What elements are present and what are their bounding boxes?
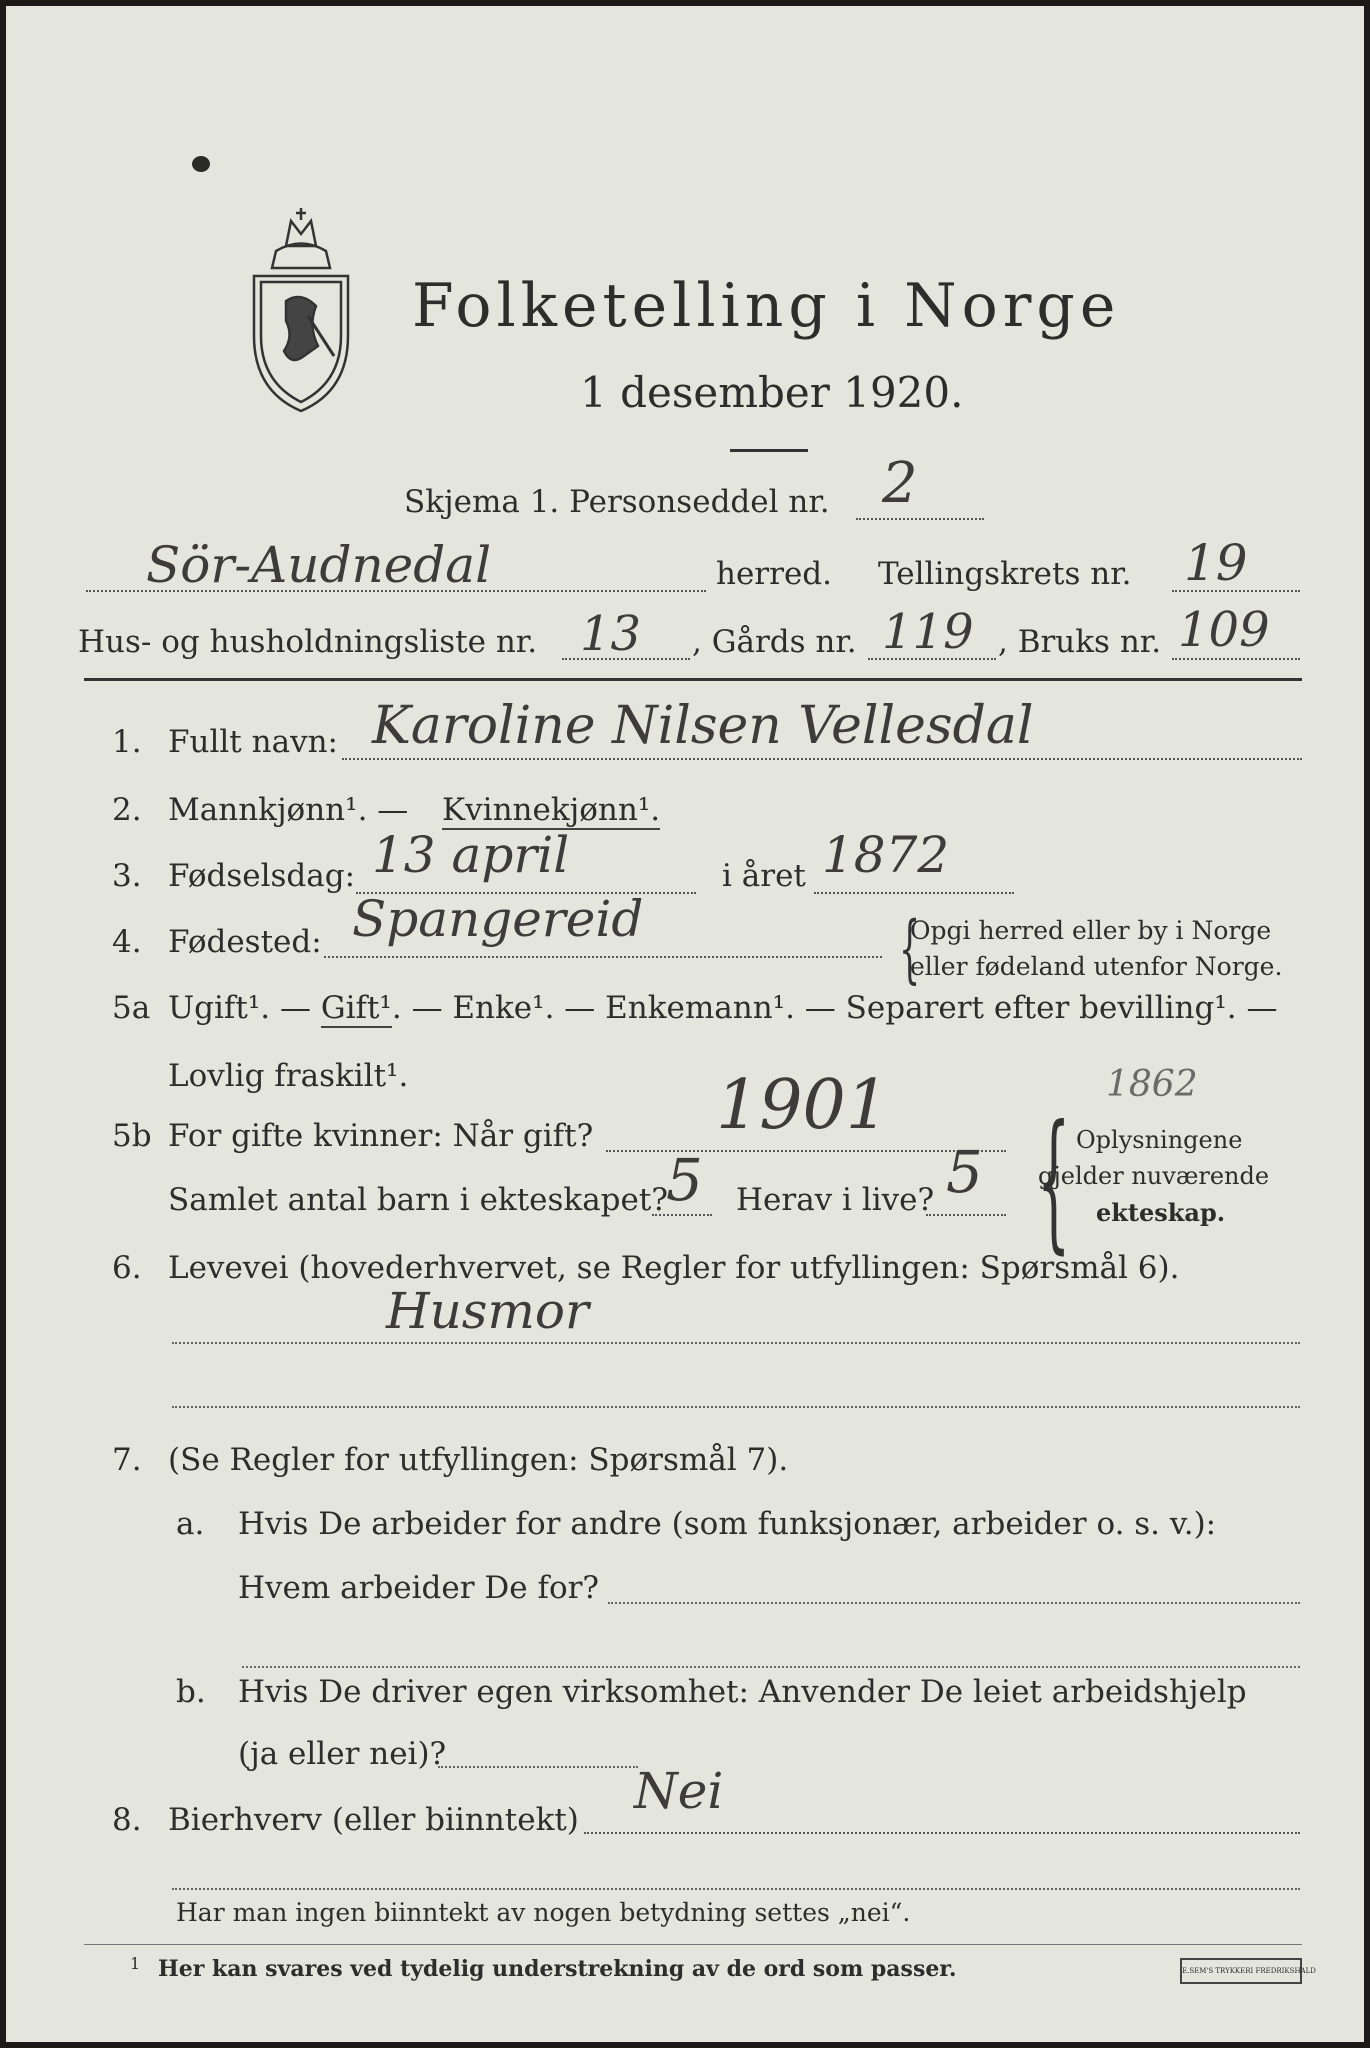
q3-label: Fødselsdag:	[168, 858, 356, 894]
q1-label: Fullt navn:	[168, 724, 338, 760]
gards-label: , Gårds nr.	[692, 624, 857, 660]
footnote-mark: 1	[130, 1954, 141, 1973]
q7a-line2[interactable]	[242, 1666, 1300, 1668]
birthplace-value[interactable]: Spangereid	[352, 890, 644, 948]
q4-line	[324, 956, 882, 958]
tellingskrets-label: Tellingskrets nr.	[878, 556, 1132, 592]
birthday-value[interactable]: 13 april	[372, 826, 570, 884]
title-divider	[730, 449, 808, 452]
occupation-value[interactable]: Husmor	[386, 1282, 589, 1340]
herred-value[interactable]: Sör-Audnedal	[146, 536, 492, 594]
q4-number: 4.	[112, 924, 142, 960]
herred-label: herred.	[716, 556, 832, 592]
mannkjonn-option[interactable]: Mannkjønn¹. —	[168, 792, 409, 828]
children-alive-value[interactable]: 5	[946, 1138, 983, 1206]
children-alive-label: Herav i live?	[736, 1182, 935, 1218]
q6-label: Levevei (hovederhvervet, se Regler for utfyllingen: Spørsmål 6).	[168, 1250, 1180, 1286]
bruks-line	[1172, 658, 1300, 660]
tellingskrets-nr[interactable]: 19	[1184, 534, 1248, 592]
q3-number: 3.	[112, 858, 142, 894]
q1-number: 1.	[112, 724, 142, 760]
q7b-text2: (ja eller nei)?	[238, 1736, 447, 1772]
q7-number: 7.	[112, 1442, 142, 1478]
q8-line	[584, 1832, 1300, 1834]
q5b-note-line1: Oplysningene	[1076, 1126, 1243, 1154]
married-year-value[interactable]: 1901	[716, 1066, 890, 1145]
q5a-line1	[168, 990, 1277, 1026]
q5b-number: 5b	[112, 1118, 152, 1154]
q7b-letter: b.	[176, 1674, 206, 1710]
q6-line1	[172, 1342, 1300, 1344]
footnote-text: Her kan svares ved tydelig understrekning av de ord som passer.	[158, 1956, 957, 1982]
footer-rule	[84, 1944, 1302, 1945]
q1-line	[342, 758, 1302, 760]
side-income-value[interactable]: Nei	[634, 1762, 724, 1820]
kvinnekjonn-option[interactable]: Kvinnekjønn¹.	[442, 792, 661, 828]
q5b-note-line3: ekteskap.	[1096, 1198, 1226, 1227]
q5b-brace: {	[1037, 1094, 1071, 1268]
birth-year-line	[814, 892, 1014, 894]
fraskilt-option[interactable]: Lovlig fraskilt¹.	[168, 1058, 409, 1094]
q7a-line1[interactable]	[608, 1602, 1300, 1604]
children-count-line	[652, 1214, 712, 1216]
birth-year-label: i året	[722, 858, 806, 894]
q4-label: Fødested:	[168, 924, 322, 960]
margin-note-year: 1862	[1106, 1064, 1198, 1105]
schema-nr-line	[856, 518, 984, 520]
bruks-label: , Bruks nr.	[998, 624, 1162, 660]
q4-note-line2: eller fødeland utenfor Norge.	[910, 952, 1283, 981]
q7a-letter: a.	[176, 1506, 205, 1542]
census-form	[6, 6, 1364, 2042]
header-rule	[84, 678, 1302, 681]
q5b-note-line2: gjelder nuværende	[1038, 1162, 1270, 1190]
q6-line2	[172, 1406, 1300, 1408]
q2-number: 2.	[112, 792, 142, 828]
q7a-text2: Hvem arbeider De for?	[238, 1570, 600, 1606]
civil-status-options[interactable]: . — Enke¹. — Enkemann¹. — Separert efter bevilling¹. —	[391, 990, 1278, 1026]
gift-option[interactable]: Gift¹	[320, 990, 392, 1026]
q8-label: Bierhverv (eller biinntekt)	[168, 1802, 579, 1838]
bruks-nr[interactable]: 109	[1178, 602, 1270, 658]
footer-note: Har man ingen biinntekt av nogen betydning settes „nei“.	[176, 1898, 911, 1927]
married-when-label: For gifte kvinner: Når gift?	[168, 1118, 594, 1154]
schema-label: Skjema 1. Personseddel nr.	[404, 484, 830, 520]
birth-year-value[interactable]: 1872	[822, 826, 950, 884]
husholdningsliste-nr[interactable]: 13	[580, 606, 642, 662]
children-count-value[interactable]: 5	[666, 1146, 703, 1214]
printer-stamp: E.SEM'S TRYKKERI FREDRIKSHALD	[1180, 1958, 1302, 1984]
ugift-option[interactable]: Ugift¹. —	[168, 990, 321, 1026]
children-alive-line	[926, 1214, 1006, 1216]
q8-number: 8.	[112, 1802, 142, 1838]
q7-label: (Se Regler for utfyllingen: Spørsmål 7).	[168, 1442, 789, 1478]
q4-brace: {	[898, 906, 921, 992]
q7a-text: Hvis De arbeider for andre (som funksjonær, arbeider o. s. v.):	[238, 1506, 1217, 1542]
gards-nr[interactable]: 119	[882, 604, 974, 660]
q8-line2	[172, 1888, 1300, 1890]
husholdningsliste-label: Hus- og husholdningsliste nr.	[78, 624, 538, 660]
q4-note-line1: Opgi herred eller by i Norge	[910, 916, 1272, 945]
personseddel-nr[interactable]: 2	[882, 451, 918, 516]
q5a-number: 5a	[112, 990, 151, 1026]
children-count-label: Samlet antal barn i ekteskapet?	[168, 1182, 668, 1218]
coat-of-arms-icon	[246, 206, 356, 416]
census-date: 1 desember 1920.	[580, 368, 964, 417]
q7b-line[interactable]	[438, 1766, 638, 1768]
full-name-value[interactable]: Karoline Nilsen Vellesdal	[372, 696, 1034, 756]
ink-blot	[192, 156, 210, 172]
q6-number: 6.	[112, 1250, 142, 1286]
page-title: Folketelling i Norge	[412, 271, 1121, 341]
q7b-text: Hvis De driver egen virksomhet: Anvender De leiet arbeidshjelp	[238, 1674, 1247, 1710]
